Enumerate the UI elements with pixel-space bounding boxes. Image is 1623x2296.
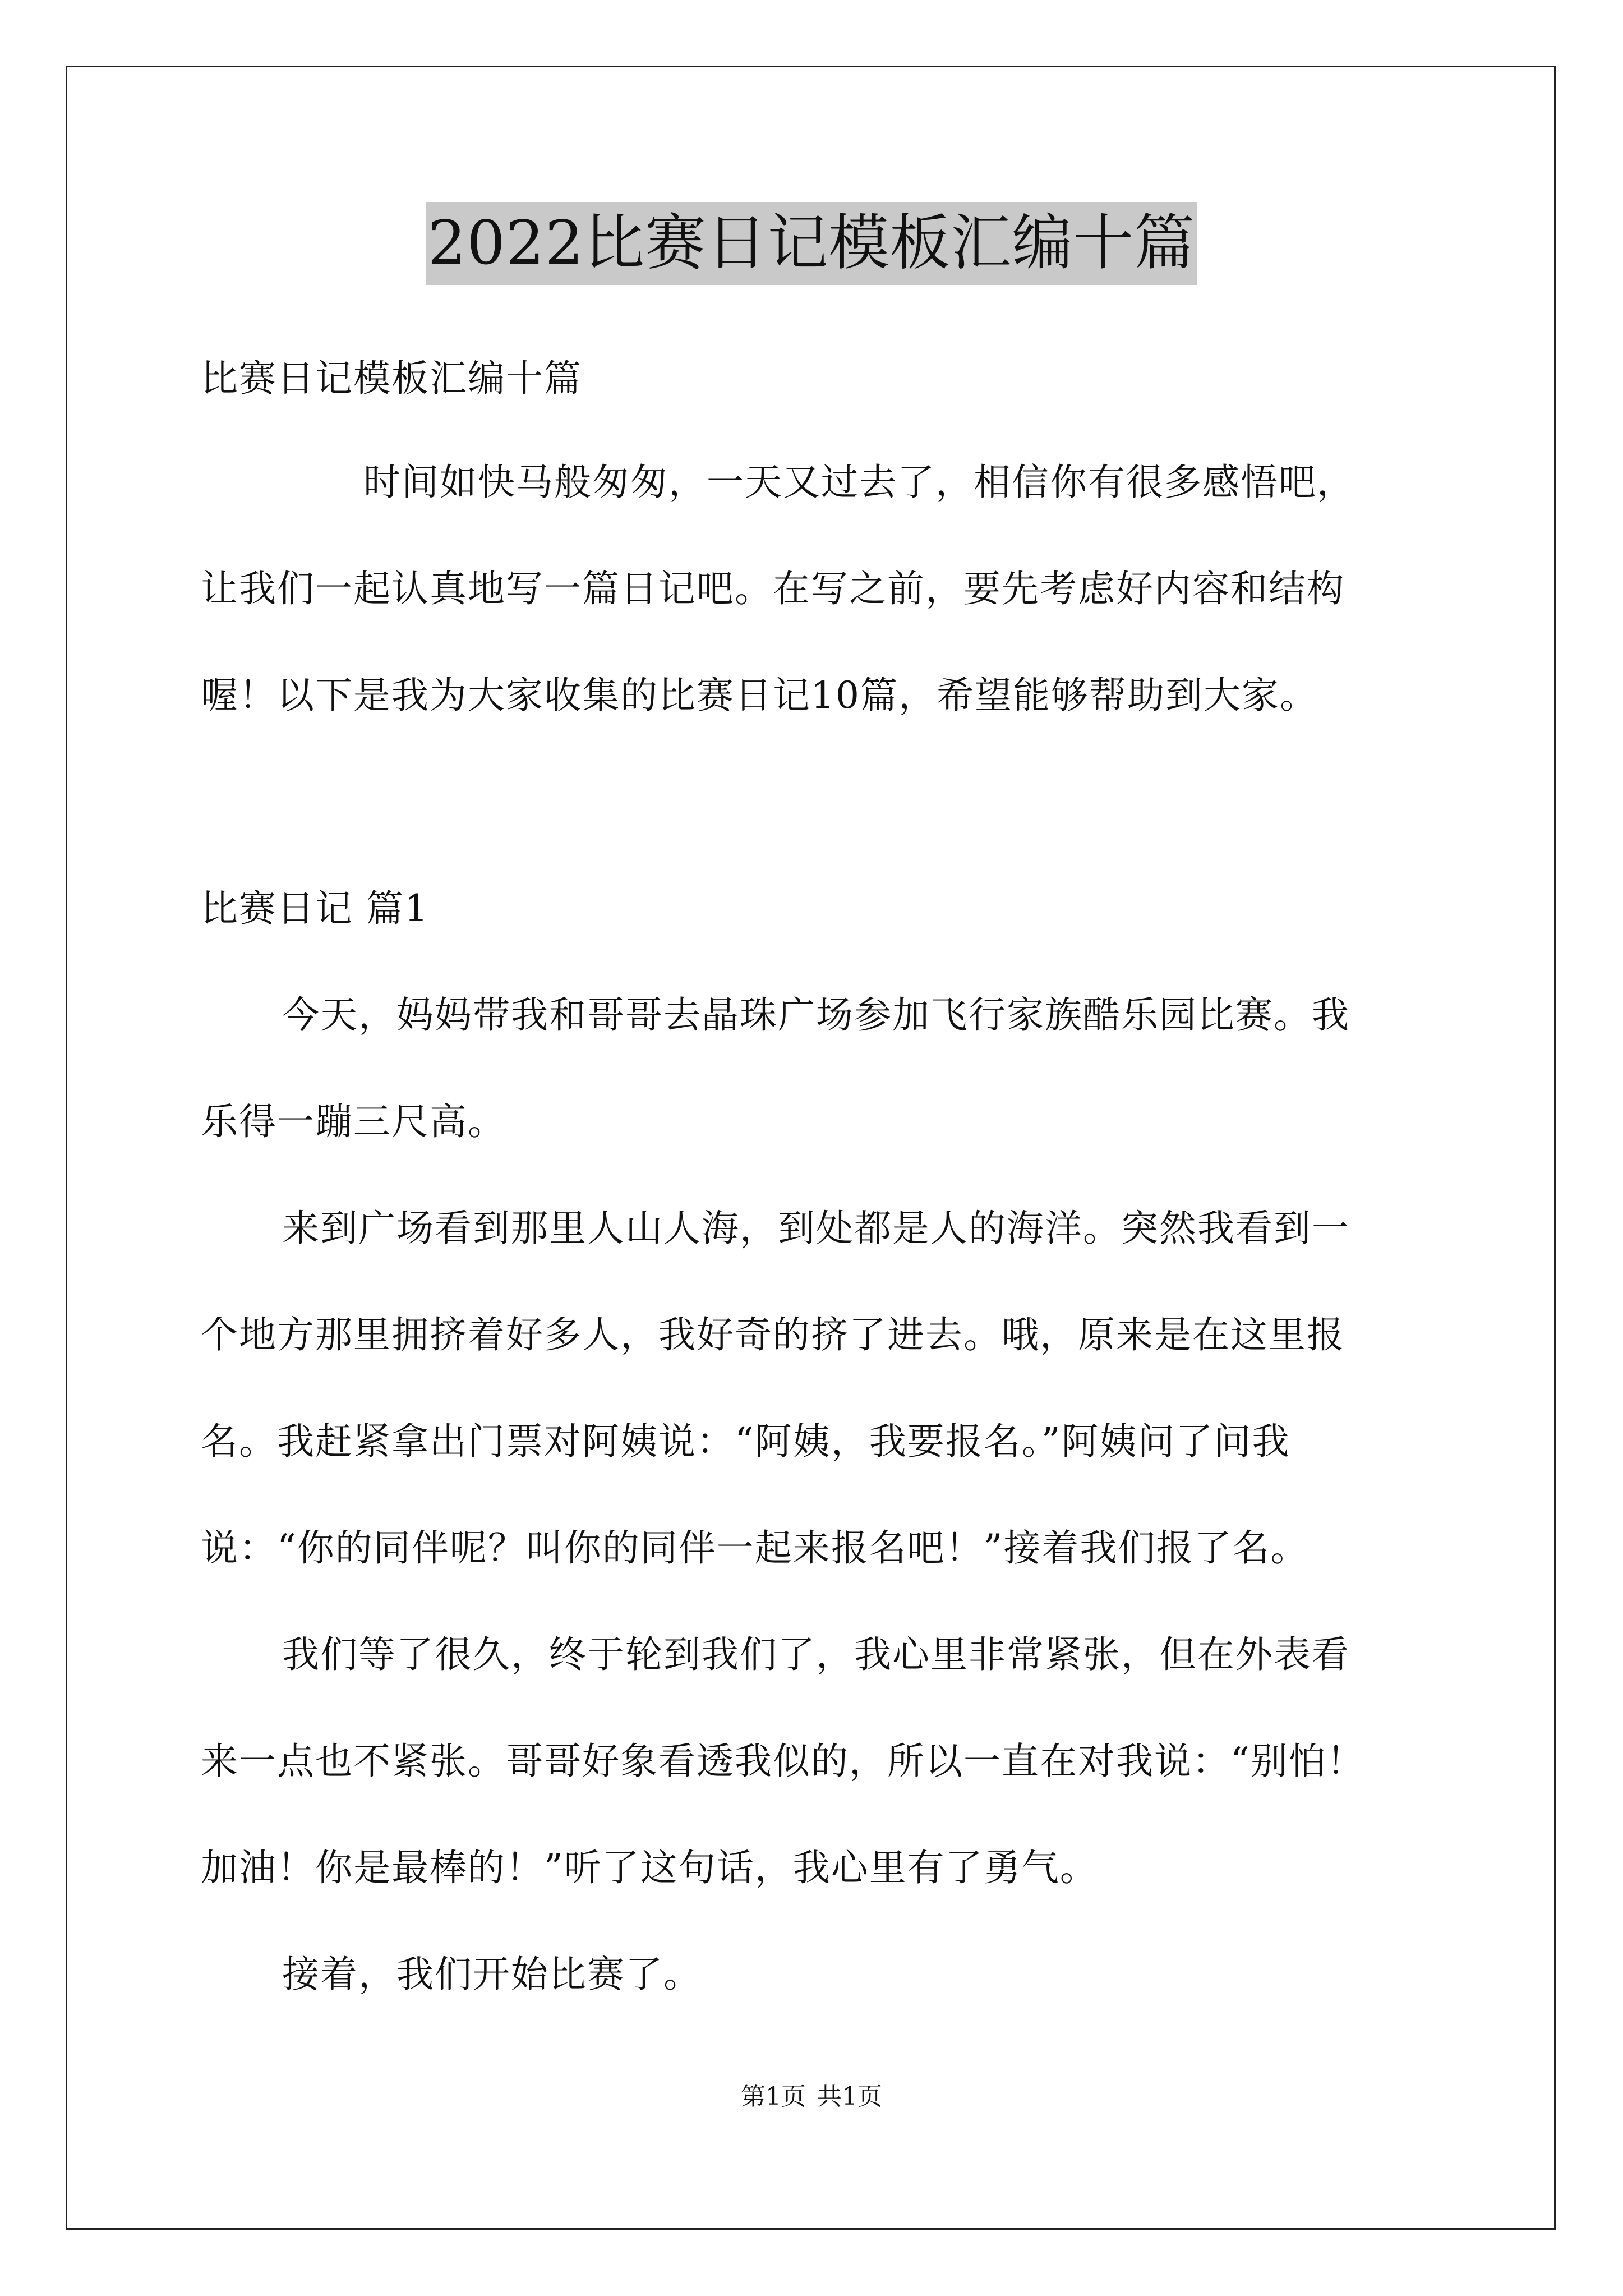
paragraph-line: 让我们一起认真地写一篇日记吧。在写之前，要先考虑好内容和结构 bbox=[201, 567, 1345, 610]
paragraph-line: 乐得一蹦三尺高。 bbox=[201, 1100, 506, 1143]
title-block bbox=[0, 202, 1623, 285]
paragraph-line: 我们等了很久，终于轮到我们了，我心里非常紧张，但在外表看 bbox=[282, 1633, 1350, 1676]
paragraph-line: 名。我赶紧拿出门票对阿姨说：“阿姨，我要报名。”阿姨问了问我 bbox=[201, 1420, 1290, 1463]
page-footer: 第1页 共1页 bbox=[741, 2082, 882, 2111]
paragraph-line: 来一点也不紧张。哥哥好象看透我似的，所以一直在对我说：“别怕！ bbox=[201, 1740, 1365, 1783]
paragraph-line: 时间如快马般匆匆，一天又过去了，相信你有很多感悟吧， bbox=[363, 461, 1355, 504]
paragraph-line: 喔！以下是我为大家收集的比赛日记10篇，希望能够帮助到大家。 bbox=[201, 674, 1318, 717]
paragraph-line: 加油！你是最棒的！”听了这句话，我心里有了勇气。 bbox=[201, 1846, 1098, 1889]
subtitle-line: 比赛日记模板汇编十篇 bbox=[201, 357, 582, 400]
paragraph-line: 个地方那里拥挤着好多人，我好奇的挤了进去。哦，原来是在这里报 bbox=[201, 1313, 1345, 1356]
paragraph-line: 来到广场看到那里人山人海，到处都是人的海洋。突然我看到一 bbox=[282, 1207, 1350, 1250]
paragraph-line: 接着，我们开始比赛了。 bbox=[282, 1953, 702, 1996]
paragraph-line: 说：“你的同伴呢？叫你的同伴一起来报名吧！”接着我们报了名。 bbox=[201, 1526, 1309, 1570]
paragraph-line: 今天，妈妈带我和哥哥去晶珠广场参加飞行家族酷乐园比赛。我 bbox=[282, 993, 1350, 1037]
document-title: 2022比赛日记模板汇编十篇 bbox=[426, 202, 1198, 285]
section-heading: 比赛日记 篇1 bbox=[201, 887, 429, 930]
